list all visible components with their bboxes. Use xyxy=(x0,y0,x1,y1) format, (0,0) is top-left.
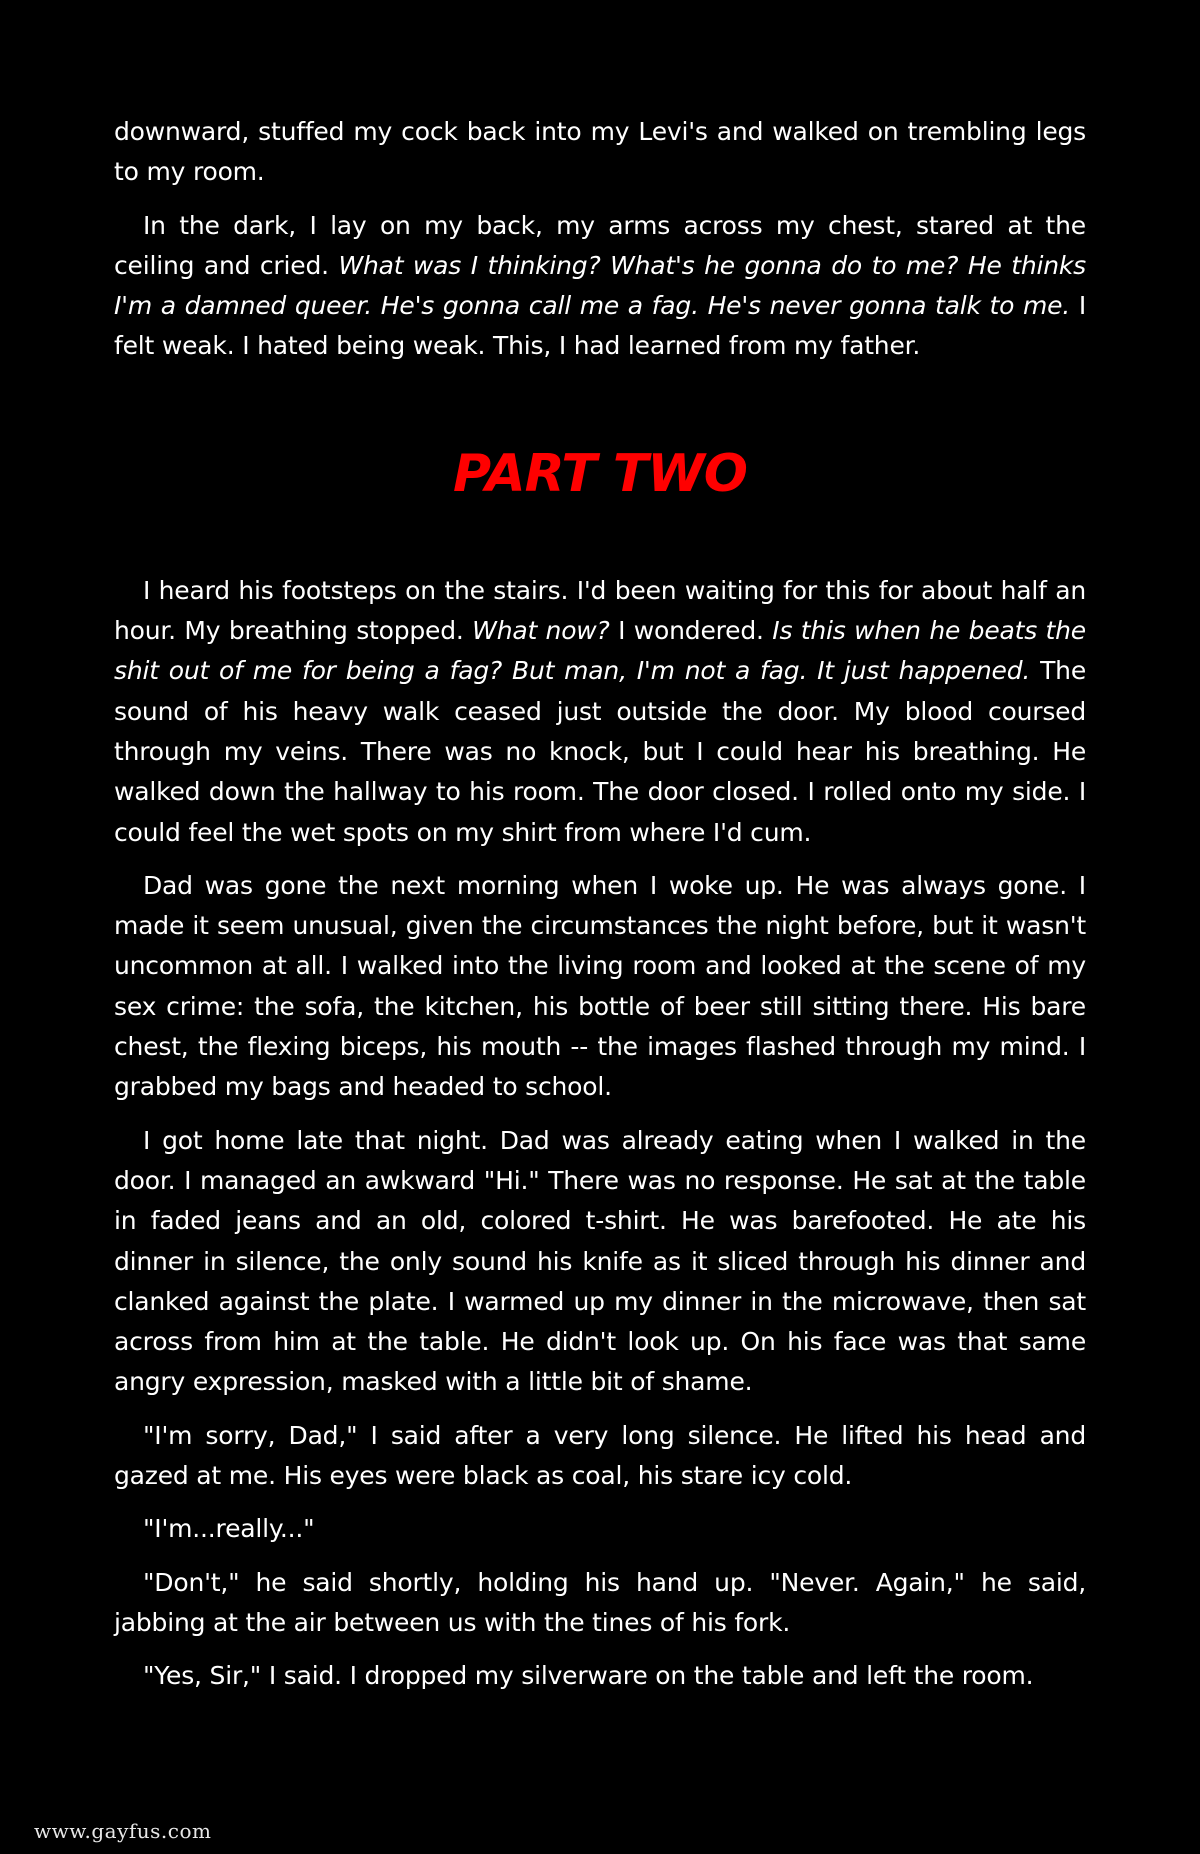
paragraph-text: "Don't," he said shortly, holding his hand up. "Never. Again," he said, jabbing at the air between us with the tines of his fork. xyxy=(114,1567,1086,1637)
paragraph-p0 xyxy=(114,112,1086,193)
paragraph-text: The sound of his heavy walk ceased just outside the door. My blood coursed through my veins. There was no knock, but I could hear his breathing. He walked down the hallway to his room. The door closed. I rolled onto my side. I could feel the wet spots on my shirt from where I'd cum. xyxy=(114,656,1086,847)
paragraph-p5 xyxy=(114,1416,1086,1497)
story-page xyxy=(114,112,1086,1710)
paragraph-text: "I'm sorry, Dad," I said after a very long silence. He lifted his head and gazed at me. His eyes were black as coal, his stare icy cold. xyxy=(114,1420,1086,1491)
paragraph-text: I got home late that night. Dad was already eating when I walked in the door. I managed an awkward "Hi." There was no response. He sat at the table in faded jeans and an old, colored t-shirt. He was barefooted. He ate his dinner in silence, the only sound his knife as it sliced through his dinner and clanked against the plate. I warmed up my dinner in the microwave, then sat across from him at the table. He didn't look up. On his face was that same angry expression, masked with a little bit of shame. xyxy=(114,1125,1086,1397)
paragraph-text: downward, stuffed my cock back into my Levi's and walked on trembling legs to my room. xyxy=(114,117,1086,187)
paragraph-p1 xyxy=(114,206,1086,367)
italic-thought: What was I thinking? What's he gonna do to me? He thinks I'm a damned queer. He's gonna call me a fag. He's never gonna talk to me. xyxy=(114,250,1086,321)
post-section-text xyxy=(114,571,1086,1697)
italic-thought: What now? xyxy=(472,616,610,646)
paragraph-p7 xyxy=(114,1563,1086,1644)
paragraph-text: "Yes, Sir," I said. I dropped my silverware on the table and left the room. xyxy=(143,1661,1034,1691)
paragraph-text: I heard his footsteps on the stairs. I'd been waiting for this for about half an hour. My breathing stopped. xyxy=(114,575,1086,646)
paragraph-text: I felt weak. I hated being weak. This, I had learned from my father. xyxy=(114,291,1086,361)
paragraph-p2 xyxy=(114,571,1086,853)
site-watermark: www.gayfus.com xyxy=(34,1819,212,1843)
section-title: PART TWO xyxy=(453,443,747,504)
pre-section-text xyxy=(114,112,1086,367)
paragraph-text: "I'm...really..." xyxy=(143,1514,315,1544)
paragraph-p4 xyxy=(114,1121,1086,1403)
paragraph-p8 xyxy=(114,1656,1086,1696)
paragraph-p6 xyxy=(114,1509,1086,1549)
paragraph-text: I wondered. xyxy=(609,616,773,646)
paragraph-p3 xyxy=(114,866,1086,1108)
paragraph-text: In the dark, I lay on my back, my arms across my chest, stared at the ceiling and cried. xyxy=(114,210,1086,280)
paragraph-text: Dad was gone the next morning when I woke up. He was always gone. I made it seem unusual, given the circumstances the night before, but it wasn't uncommon at all. I walked into the living room and looked at the scene of my sex crime: the sofa, the kitchen, his bottle of beer still sitting there. His bare chest, the flexing biceps, his mouth -- the images flashed through my mind. I grabbed my bags and headed to school. xyxy=(114,870,1086,1102)
italic-thought: Is this when he beats the shit out of me for being a fag? But man, I'm not a fag. It just happened. xyxy=(114,616,1086,686)
section-spacer xyxy=(114,517,1086,571)
